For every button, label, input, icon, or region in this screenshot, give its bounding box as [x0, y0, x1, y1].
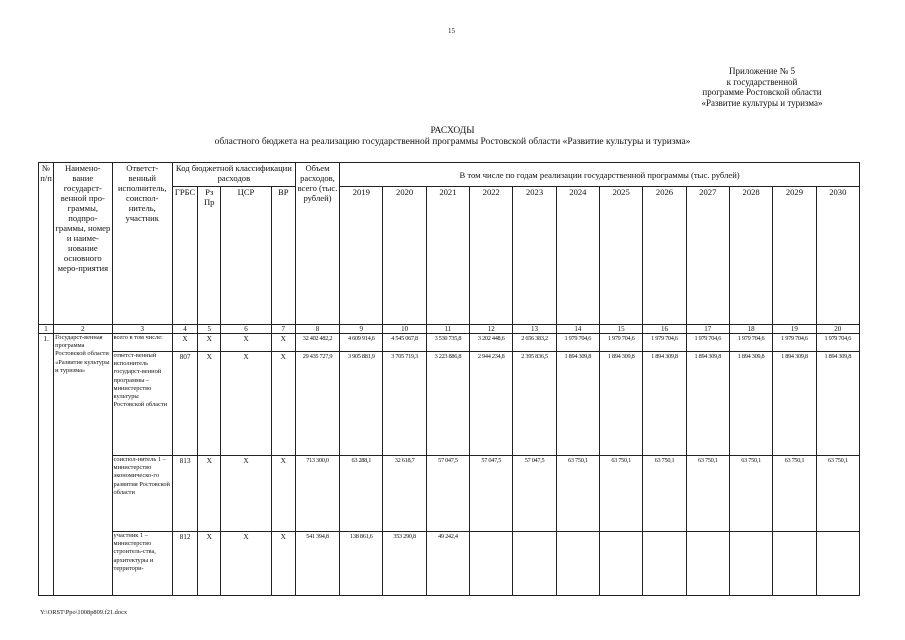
program-name: Государст-венная программа Ростовской области «Развитие культуры и туризма»: [54, 334, 112, 596]
column-number: 17: [686, 325, 729, 334]
vr-cell: Х: [271, 352, 295, 456]
year-value-cell: 63 750,1: [773, 456, 816, 532]
header-total: Объем расходов, всего (тыс. рублей): [295, 163, 339, 325]
year-value-cell: 57 047,5: [513, 456, 556, 532]
year-value-cell: 1 894 309,8: [773, 352, 816, 456]
year-value-cell: 1 979 704,6: [556, 334, 599, 352]
appendix-line-1: Приложение № 5: [729, 66, 795, 76]
column-number: 20: [816, 325, 859, 334]
csr-cell: Х: [221, 456, 271, 532]
year-value-cell: 2 656 383,2: [513, 334, 556, 352]
header-year: 2022: [470, 187, 513, 325]
year-value-cell: 63 750,1: [600, 456, 643, 532]
year-value-cell: 49 242,4: [426, 532, 469, 596]
responsible-cell: участник 1 – министерство строитель-ства, архитектуры и территори-: [112, 532, 172, 596]
year-value-cell: [470, 532, 513, 596]
year-value-cell: 63 750,1: [556, 456, 599, 532]
total-cell: 29 435 727,9: [295, 352, 339, 456]
column-number: 9: [340, 325, 383, 334]
column-number: 3: [112, 325, 172, 334]
year-value-cell: [556, 532, 599, 596]
appendix-line-3: программе Ростовской области: [702, 87, 822, 97]
header-year: 2026: [643, 187, 686, 325]
grbs-cell: Х: [172, 334, 197, 352]
header-year: 2029: [773, 187, 816, 325]
column-number: 13: [513, 325, 556, 334]
year-value-cell: 3 905 881,9: [340, 352, 383, 456]
year-value-cell: 1 979 704,6: [816, 334, 859, 352]
year-value-cell: 63 750,1: [816, 456, 859, 532]
year-value-cell: [513, 532, 556, 596]
column-number: 14: [556, 325, 599, 334]
appendix-line-4: «Развитие культуры и туризма»: [701, 97, 823, 108]
page-number: 15: [448, 27, 455, 35]
column-number: 18: [729, 325, 772, 334]
column-number: 4: [172, 325, 197, 334]
year-value-cell: 4 545 067,8: [383, 334, 426, 352]
total-cell: 32 402 482,2: [295, 334, 339, 352]
year-value-cell: 3 202 448,6: [470, 334, 513, 352]
header-year: 2030: [816, 187, 859, 325]
rzpr-cell: Х: [198, 334, 221, 352]
header-num: № п/п: [39, 163, 54, 325]
appendix-line-2: к государственной: [726, 76, 798, 87]
column-number: 10: [383, 325, 426, 334]
column-number: 15: [600, 325, 643, 334]
year-value-cell: [600, 532, 643, 596]
header-year: 2020: [383, 187, 426, 325]
column-number: 11: [426, 325, 469, 334]
column-number: 16: [643, 325, 686, 334]
column-number: 6: [221, 325, 271, 334]
header-grbs: ГРБС: [172, 187, 197, 325]
row-num: 1.: [39, 334, 54, 596]
column-number: 12: [470, 325, 513, 334]
responsible-cell: соиспол-нитель 1 – министерство экономическо-го развития Ростовской области: [112, 456, 172, 532]
column-number: 2: [54, 325, 112, 334]
header-year: 2025: [600, 187, 643, 325]
header-year: 2023: [513, 187, 556, 325]
year-value-cell: 2 395 836,5: [513, 352, 556, 456]
year-value-cell: 1 894 309,8: [600, 352, 643, 456]
year-value-cell: 3 705 719,3: [383, 352, 426, 456]
year-value-cell: 1 894 309,8: [729, 352, 772, 456]
year-value-cell: 4 609 914,6: [340, 334, 383, 352]
grbs-cell: 812: [172, 532, 197, 596]
header-responsible: Ответст-венный исполнитель, соиспол-нитель, участник: [112, 163, 172, 325]
year-value-cell: 138 861,6: [340, 532, 383, 596]
column-number: 7: [271, 325, 295, 334]
header-year: 2027: [686, 187, 729, 325]
header-csr: ЦСР: [221, 187, 271, 325]
grbs-cell: 813: [172, 456, 197, 532]
column-number: 5: [198, 325, 221, 334]
column-number: 8: [295, 325, 339, 334]
document-title: [0, 126, 905, 148]
csr-cell: Х: [221, 334, 271, 352]
appendix-note: [677, 66, 847, 108]
year-value-cell: 63 288,1: [340, 456, 383, 532]
column-number: 19: [773, 325, 816, 334]
rzpr-cell: Х: [198, 532, 221, 596]
csr-cell: Х: [221, 352, 271, 456]
year-value-cell: 1 894 309,8: [686, 352, 729, 456]
year-value-cell: 32 618,7: [383, 456, 426, 532]
expenses-table: [38, 162, 860, 596]
header-vr: ВР: [271, 187, 295, 325]
csr-cell: Х: [221, 532, 271, 596]
year-value-cell: 63 750,1: [686, 456, 729, 532]
year-value-cell: 1 894 309,8: [643, 352, 686, 456]
responsible-cell: всего в том числе:: [112, 334, 172, 352]
year-value-cell: 353 290,8: [383, 532, 426, 596]
header-rzpr: Рз Пр: [198, 187, 221, 325]
year-value-cell: 1 979 704,6: [686, 334, 729, 352]
year-value-cell: 1 894 309,8: [816, 352, 859, 456]
year-value-cell: [686, 532, 729, 596]
header-years-caption: В том числе по годам реализации государственной программы (тыс. рублей): [340, 163, 860, 187]
file-path-footer: Y:\ORST\Ppo\1008p809.f21.docx: [40, 609, 128, 616]
total-cell: 713 300,0: [295, 456, 339, 532]
year-value-cell: [729, 532, 772, 596]
title-line-2: областного бюджета на реализацию государственной программы Ростовской области «Развитие культуры и туризма»: [214, 137, 691, 147]
year-value-cell: 63 750,1: [729, 456, 772, 532]
header-name: Наимено-вание государст-венной про-граммы, подпро-граммы, номер и наиме-нование основного меро-приятия: [54, 163, 112, 325]
year-value-cell: 63 750,1: [643, 456, 686, 532]
column-number: 1: [39, 325, 54, 334]
year-value-cell: 57 047,5: [470, 456, 513, 532]
header-year: 2024: [556, 187, 599, 325]
header-year: 2019: [340, 187, 383, 325]
vr-cell: Х: [271, 334, 295, 352]
header-year: 2028: [729, 187, 772, 325]
year-value-cell: 1 979 704,6: [643, 334, 686, 352]
year-value-cell: 3 223 886,8: [426, 352, 469, 456]
responsible-cell: ответст-венный исполнитель государст-венной программы – министерство культуры Ростовской области: [112, 352, 172, 456]
rzpr-cell: Х: [198, 456, 221, 532]
total-cell: 541 394,8: [295, 532, 339, 596]
header-year: 2021: [426, 187, 469, 325]
year-value-cell: 1 979 704,6: [600, 334, 643, 352]
header-budget-code: Код бюджетной классификации расходов: [172, 163, 295, 187]
year-value-cell: 1 979 704,6: [729, 334, 772, 352]
grbs-cell: 807: [172, 352, 197, 456]
vr-cell: Х: [271, 456, 295, 532]
year-value-cell: 1 979 704,6: [773, 334, 816, 352]
vr-cell: Х: [271, 532, 295, 596]
year-value-cell: 3 530 735,8: [426, 334, 469, 352]
year-value-cell: 1 894 309,8: [556, 352, 599, 456]
rzpr-cell: Х: [198, 352, 221, 456]
year-value-cell: [816, 532, 859, 596]
title-line-1: РАСХОДЫ: [430, 126, 475, 136]
year-value-cell: [773, 532, 816, 596]
year-value-cell: 57 047,5: [426, 456, 469, 532]
year-value-cell: 2 944 234,8: [470, 352, 513, 456]
year-value-cell: [643, 532, 686, 596]
